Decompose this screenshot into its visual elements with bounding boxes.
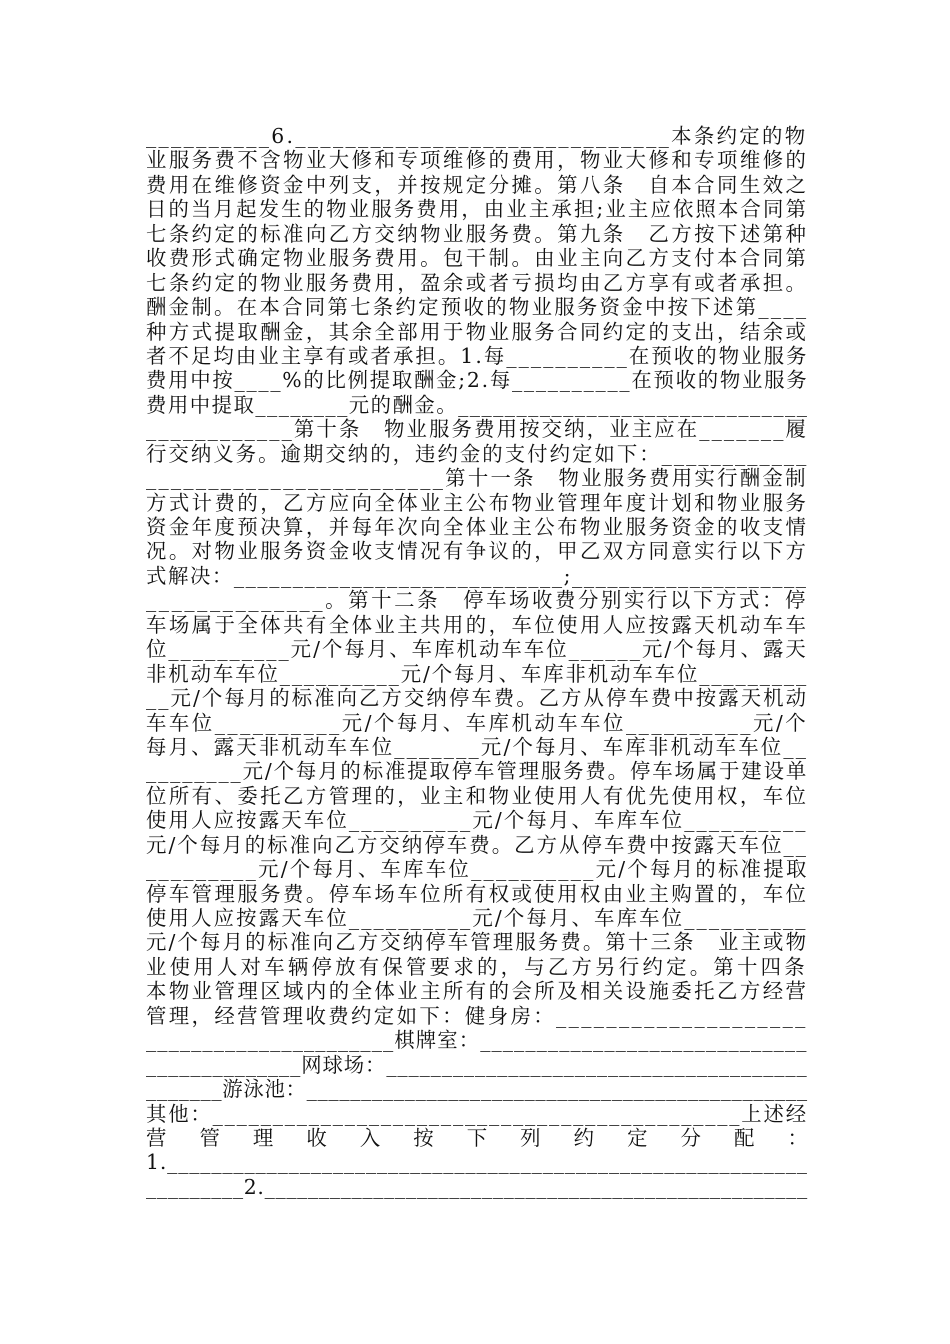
contract-body	[146, 124, 808, 1199]
text-line: ______________网球场：______________________________________	[146, 1052, 808, 1077]
text-line: 资金年度预决算，并每年次向全体业主公布物业服务资金的收支情	[146, 515, 809, 539]
text-line: 费用中按____%的比例提取酬金;2.每__________在预收的物业服务	[146, 368, 809, 393]
text-line: ________元/个每月的标准提取停车管理服务费。停车场属于建设单	[146, 759, 809, 784]
text-char: 管	[199, 1125, 220, 1150]
text-line: 日的当月起发生的物业服务费用，由业主承担;业主应依照本合同第	[146, 197, 809, 222]
text-line: ____________第十条 物业服务费用按交纳，业主应在_______履	[146, 417, 809, 442]
text-char: 收	[306, 1125, 327, 1150]
text-char: 入	[359, 1125, 381, 1150]
text-line: _________元/个每月、车库车位__________元/个每月的标准提取	[146, 857, 809, 882]
text-line: 元/个每月的标准向乙方交纳停车费。乙方从停车费中按露天车位__	[146, 832, 809, 857]
text-char: 营	[146, 1125, 167, 1150]
text-line	[146, 1126, 808, 1150]
text-line: 七条约定的物业服务费用，盈余或者亏损均由乙方享有或者承担。	[146, 270, 809, 295]
text-line: 收费形式确定物业服务费用。包干制。由业主向乙方支付本合同第	[146, 246, 809, 271]
text-line: ________________________第十一条 物业服务费用实行酬金制	[146, 466, 808, 491]
text-line: 本物业管理区域内的全体业主所有的会所及相关设施委托乙方经营	[146, 979, 809, 1004]
text-line: 车车位__________元/个每月、车库机动车车位__________元/个	[146, 710, 809, 735]
text-line: __________6.______________________________本条约定的物	[146, 124, 808, 148]
text-line: 费用中提取________元的酬金。______________________________	[146, 392, 809, 417]
text-line: 费用在维修资金中列支，并按规定分摊。第八条 自本合同生效之	[146, 172, 809, 197]
text-line: 使用人应按露天车位__________元/个每月、车库车位__________	[146, 906, 808, 930]
text-char: 列	[520, 1125, 541, 1150]
text-line: 元/个每月的标准向乙方交纳停车管理服务费。第十三条 业主或物	[146, 930, 809, 955]
text-line: 业使用人对车辆停放有保管要求的，与乙方另行约定。第十四条	[146, 954, 808, 979]
text-line: _______游泳池：______________________________________________	[146, 1077, 808, 1102]
text-line: 况。对物业服务资金收支情况有争议的，甲乙双方同意实行以下方	[146, 539, 809, 564]
text-line: 非机动车车位__________元/个每月、车库非机动车车位_________	[146, 661, 809, 686]
text-line: _________2.__________________________________________________	[146, 1174, 808, 1199]
text-char: 按	[413, 1125, 434, 1150]
text-line: ______________________棋牌室：_____________________________	[146, 1028, 808, 1053]
text-line: 七条约定的标准向乙方交纳物业服务费。第九条 乙方按下述第种	[146, 221, 809, 246]
text-line: 停车管理服务费。停车场车位所有权或使用权由业主购置的，车位	[146, 881, 809, 906]
text-line: 种方式提取酬金，其余全部用于物业服务合同约定的支出，结余或	[146, 319, 809, 344]
text-line: 使用人应按露天车位__________元/个每月、车库车位__________	[146, 808, 808, 833]
text-line: 者不足均由业主享有或者承担。1.每__________在预收的物业服务	[146, 343, 809, 368]
text-line: 方式计费的，乙方应向全体业主公布物业管理年度计划和物业服务	[146, 490, 809, 515]
text-char: 分	[680, 1125, 701, 1150]
text-char: 下	[466, 1125, 488, 1150]
text-line: 每月、露天非机动车车位_______元/个每月、车库非机动车车位__	[146, 734, 809, 759]
text-line: 1.__________________________________________________________	[146, 1150, 808, 1175]
text-line: 位所有、委托乙方管理的，业主和物业使用人有优先使用权，车位	[146, 783, 809, 808]
text-line: 车场属于全体共有全体业主共用的，车位使用人应按露天机动车车	[146, 612, 809, 637]
text-char: ：	[787, 1125, 808, 1150]
text-line: 行交纳义务。逾期交纳的，违约金的支付约定如下：____________	[146, 441, 809, 466]
text-line: 位__________元/个每月、车库机动车车位______元/个每月、露天	[146, 637, 808, 662]
text-line: 业服务费不含物业大修和专项维修的费用，物业大修和专项维修的	[146, 148, 809, 173]
text-line: __元/个每月的标准向乙方交纳停车费。乙方从停车费中按露天机动	[146, 686, 809, 711]
text-line: 管理，经营管理收费约定如下：健身房：____________________	[146, 1003, 808, 1028]
text-line: 其他：____________________________________________上述经	[146, 1101, 808, 1126]
text-line: 酬金制。在本合同第七条约定预收的物业服务资金中按下述第____	[146, 295, 809, 320]
text-char: 理	[252, 1125, 274, 1150]
text-char: 定	[627, 1125, 648, 1150]
text-char: 约	[573, 1125, 595, 1150]
text-char: 配	[733, 1125, 755, 1150]
text-line: ______________。第十二条 停车场收费分别实行以下方式：停	[146, 588, 808, 613]
text-line: 式解决：____________________________;____________________	[146, 563, 808, 588]
